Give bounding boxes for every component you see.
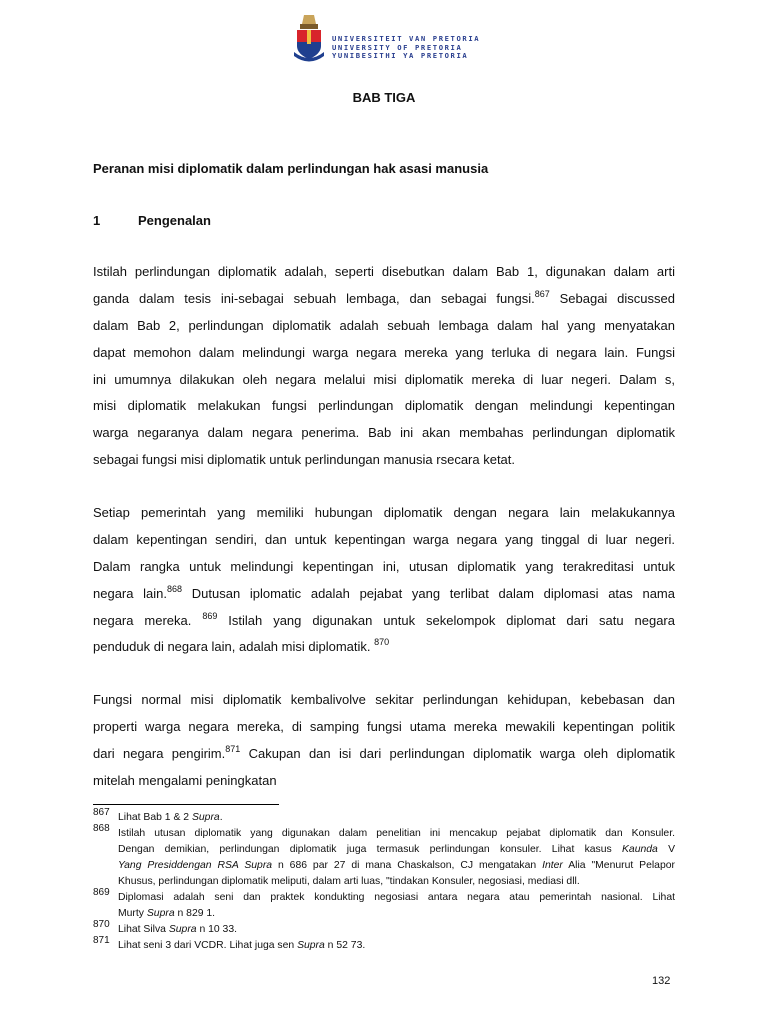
logo-line-afrikaans: UNIVERSITEIT VAN PRETORIA (332, 34, 481, 43)
footnote-line (118, 858, 675, 874)
text-run: Dalam rangka untuk melindungi kepentingan ini, utusan diplomatik yang terakreditasi untuk (93, 558, 675, 574)
footnote-line (118, 938, 675, 954)
italic-text: Kaunda (621, 844, 658, 855)
text-run: n 52 73. (324, 940, 366, 951)
text-run: dari negara pengirim. (93, 745, 226, 761)
chapter-heading: BAB TIGA (352, 90, 416, 105)
text-line (93, 420, 675, 447)
text-run: Fungsi normal misi diplomatik kembalivolve sekitar perlindungan kehidupan, kebebasan dan (93, 692, 675, 707)
text-run: . (219, 812, 223, 823)
text-line (93, 714, 675, 741)
text-line (93, 768, 675, 795)
text-line (93, 259, 675, 286)
text-run: n 829 1. (174, 908, 216, 919)
text-run: Istilah perlindungan diplomatik adalah, seperti disebutkan dalam Bab 1, digunakan dalam arti (93, 264, 675, 279)
text-line (93, 554, 675, 581)
text-run: misi diplomatik melakukan fungsi perlindungan diplomatik dengan melindungi kepentingan (93, 398, 675, 414)
body-paragraph (93, 687, 675, 795)
university-name (332, 35, 480, 61)
text-run: Alia "Menurut Pelapor (562, 860, 675, 871)
footnote-separator (93, 804, 279, 805)
text-run: negara mereka. (93, 612, 203, 628)
text-run: ganda dalam tesis ini-sebagai sebuah lembaga, dan sebagai fungsi. (93, 290, 535, 306)
text-run: Diplomasi adalah seni dan praktek kondukting negosiasi antara negara atau pemerintah nasional. Lihat (118, 892, 675, 903)
text-run: sebagai fungsi misi diplomatik untuk perlindungan manusia rsecara ketat. (93, 452, 516, 468)
text-run: n 686 par 27 di mana Chaskalson, CJ mengatakan (272, 860, 543, 871)
footnote-line (118, 842, 675, 858)
italic-text: Inter (542, 860, 563, 871)
text-run: dapat memohon dalam melindungi warga negara mereka yang terluka di negara lain. Fungsi (93, 344, 675, 360)
footnote-line (118, 874, 675, 890)
text-run: Lihat seni 3 dari VCDR. Lihat juga sen (118, 940, 298, 951)
text-run: warga negaranya dalam negara penerima. Bab ini akan membahas perlindungan diplomatik (93, 425, 675, 441)
italic-text: Supra (146, 908, 175, 919)
text-run: Setiap pemerintah yang memiliki hubungan diplomatik dengan negara lain melakukannya (93, 505, 675, 520)
text-line (93, 581, 675, 608)
text-run: Lihat Bab 1 & 2 (118, 812, 192, 823)
footnote-line (118, 906, 675, 922)
text-run: dalam kepentingan sendiri, dan untuk kepentingan warga negara yang tinggal di luar negeri. (93, 531, 675, 547)
section-heading (93, 213, 211, 228)
logo-line-english: UNIVERSITY OF PRETORIA (332, 42, 463, 52)
text-run: Dutusan iplomatic adalah pejabat yang terlibat dalam diplomasi atas nama (182, 585, 675, 601)
text-line (93, 687, 675, 714)
footnote-line (118, 890, 675, 906)
text-line (93, 527, 675, 554)
text-run: properti warga negara mereka, di samping fungsi utama mereka mewakili kepentingan politik (93, 718, 675, 734)
text-run: negara lain. (93, 585, 168, 601)
university-logo (292, 12, 482, 62)
footnote-reference[interactable]: 868 (167, 583, 183, 594)
text-line (93, 393, 675, 420)
text-run: Murty (118, 908, 147, 919)
footnote-line (118, 826, 675, 842)
text-run: Istilah yang digunakan untuk sekelompok diplomat dari satu negara (217, 612, 675, 628)
logo-line-sepedi: YUNIBESITHI YA PRETORIA (332, 51, 469, 60)
text-run: mitelah mengalami peningkatan (93, 772, 277, 788)
text-line (93, 367, 675, 394)
university-crest-icon (292, 12, 326, 62)
text-run: V (657, 844, 675, 855)
body-paragraph (93, 500, 675, 661)
section-label: Pengenalan (138, 213, 211, 228)
footnote (93, 807, 675, 826)
footnote-number: 870 (93, 919, 110, 930)
footnote (93, 935, 675, 954)
footnote-number: 868 (93, 823, 110, 834)
text-line (93, 634, 675, 661)
text-run: Cakupan dan isi dari perlindungan diplomatik warga oleh diplomatik (240, 745, 675, 761)
footnote-reference[interactable]: 867 (534, 288, 550, 299)
footnote-number: 867 (93, 807, 110, 818)
text-run: Khusus, perlindungan diplomatik meliputi, dalam arti luas, "tindakan Konsuler, negosiasi, mediasi dll. (118, 876, 580, 887)
footnote-line (118, 922, 675, 938)
footnote-line (118, 810, 675, 826)
text-run: penduduk di negara lain, adalah misi diplomatik. (93, 639, 375, 655)
text-line (93, 286, 675, 313)
text-line (93, 313, 675, 340)
italic-text: Supra (297, 940, 325, 951)
text-run: Istilah utusan diplomatik yang digunakan dalam penelitian ini mencakup pejabat diplomatik dan Konsuler. (118, 828, 675, 839)
text-line (93, 741, 675, 768)
footnote-reference[interactable]: 871 (225, 743, 241, 754)
text-run: Lihat Silva (118, 924, 169, 935)
text-line (93, 500, 675, 527)
italic-text: Supra (191, 812, 220, 823)
footnote-reference[interactable]: 870 (374, 637, 390, 648)
text-run: dalam Bab 2, perlindungan diplomatik adalah sebuah lembaga dalam hal yang menyatakan (93, 317, 675, 333)
footnotes (93, 807, 675, 954)
footnote-number: 871 (93, 935, 110, 946)
section-number: 1 (93, 213, 101, 228)
text-run: Dengan demikian, perlindungan diplomatik juga termasuk perlindungan konsuler. Lihat kasus (118, 844, 622, 855)
italic-text: Yang Presiddengan RSA Supra (118, 860, 273, 871)
page-number: 132 (652, 975, 671, 987)
footnote (93, 919, 675, 938)
footnote (93, 823, 675, 890)
footnote-number: 869 (93, 887, 110, 898)
chapter-title: Peranan misi diplomatik dalam perlindungan hak asasi manusia (93, 161, 489, 176)
footnote (93, 887, 675, 922)
italic-text: Supra (168, 924, 197, 935)
text-line (93, 340, 675, 367)
footnote-reference[interactable]: 869 (202, 610, 218, 621)
text-line (93, 608, 675, 635)
text-run: ini umumnya dilakukan oleh negara melalui misi diplomatik mereka di luar negeri. Dalam s, (93, 371, 675, 387)
body-paragraph (93, 259, 675, 474)
text-line (93, 447, 675, 474)
text-run: Sebagai discussed (549, 290, 675, 306)
text-run: n 10 33. (196, 924, 238, 935)
